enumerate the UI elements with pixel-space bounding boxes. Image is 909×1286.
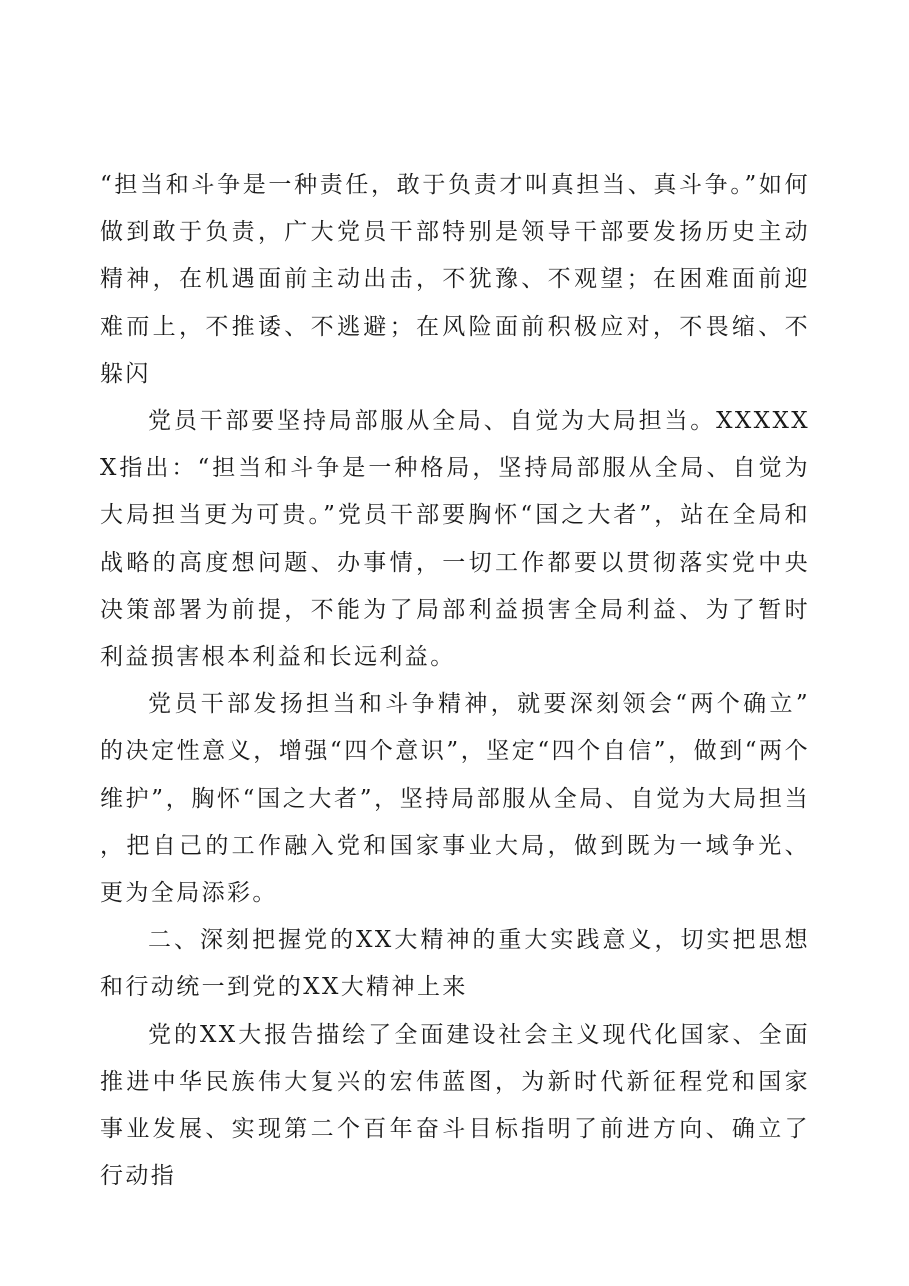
paragraph-report-blueprint: 党的XX大报告描绘了全面建设社会主义现代化国家、全面推进中华民族伟大复兴的宏伟蓝图，为新时代新征程党和国家事业发展、实现第二个百年奋斗目标指明了前进方向、确立了行动指 — [100, 1021, 810, 1190]
paragraph-responsibility: “担当和斗争是一种责任，敢于负责才叫真担当、真斗争。”如何做到敢于负责，广大党员干部特别是领导干部要发扬历史主动精神，在机遇面前主动出击，不犹豫、不观望；在困难面前迎难而上，不推诿、不逃避；在风险面前积极应对，不畏缩、不躲闪 — [100, 172, 810, 387]
paragraph-two-establishments: 党员干部发扬担当和斗争精神，就要深刻领会“两个确立”的决定性意义，增强“四个意识”，坚定“四个自信”，做到“两个维护”，胸怀“国之大者”，坚持局部服从全局、自觉为大局担当，把自己的工作融入党和国家事业大局，做到既为一域争光、更为全局添彩。 — [100, 691, 810, 907]
section-heading-two: 二、深刻把握党的XX大精神的重大实践意义，切实把思想和行动统一到党的XX大精神上来 — [100, 927, 810, 1001]
document-body — [100, 162, 810, 1200]
paragraph-overall-situation: 党员干部要坚持局部服从全局、自觉为大局担当。XXXXXX指出：“担当和斗争是一种格局，坚持局部服从全局、自觉为大局担当更为可贵。”党员干部要胸怀“国之大者”，站在全局和战略的高度想问题、办事情，一切工作都要以贯彻落实党中央决策部署为前提，不能为了局部利益损害全局利益、为了暂时利益损害根本利益和长远利益。 — [100, 408, 810, 671]
